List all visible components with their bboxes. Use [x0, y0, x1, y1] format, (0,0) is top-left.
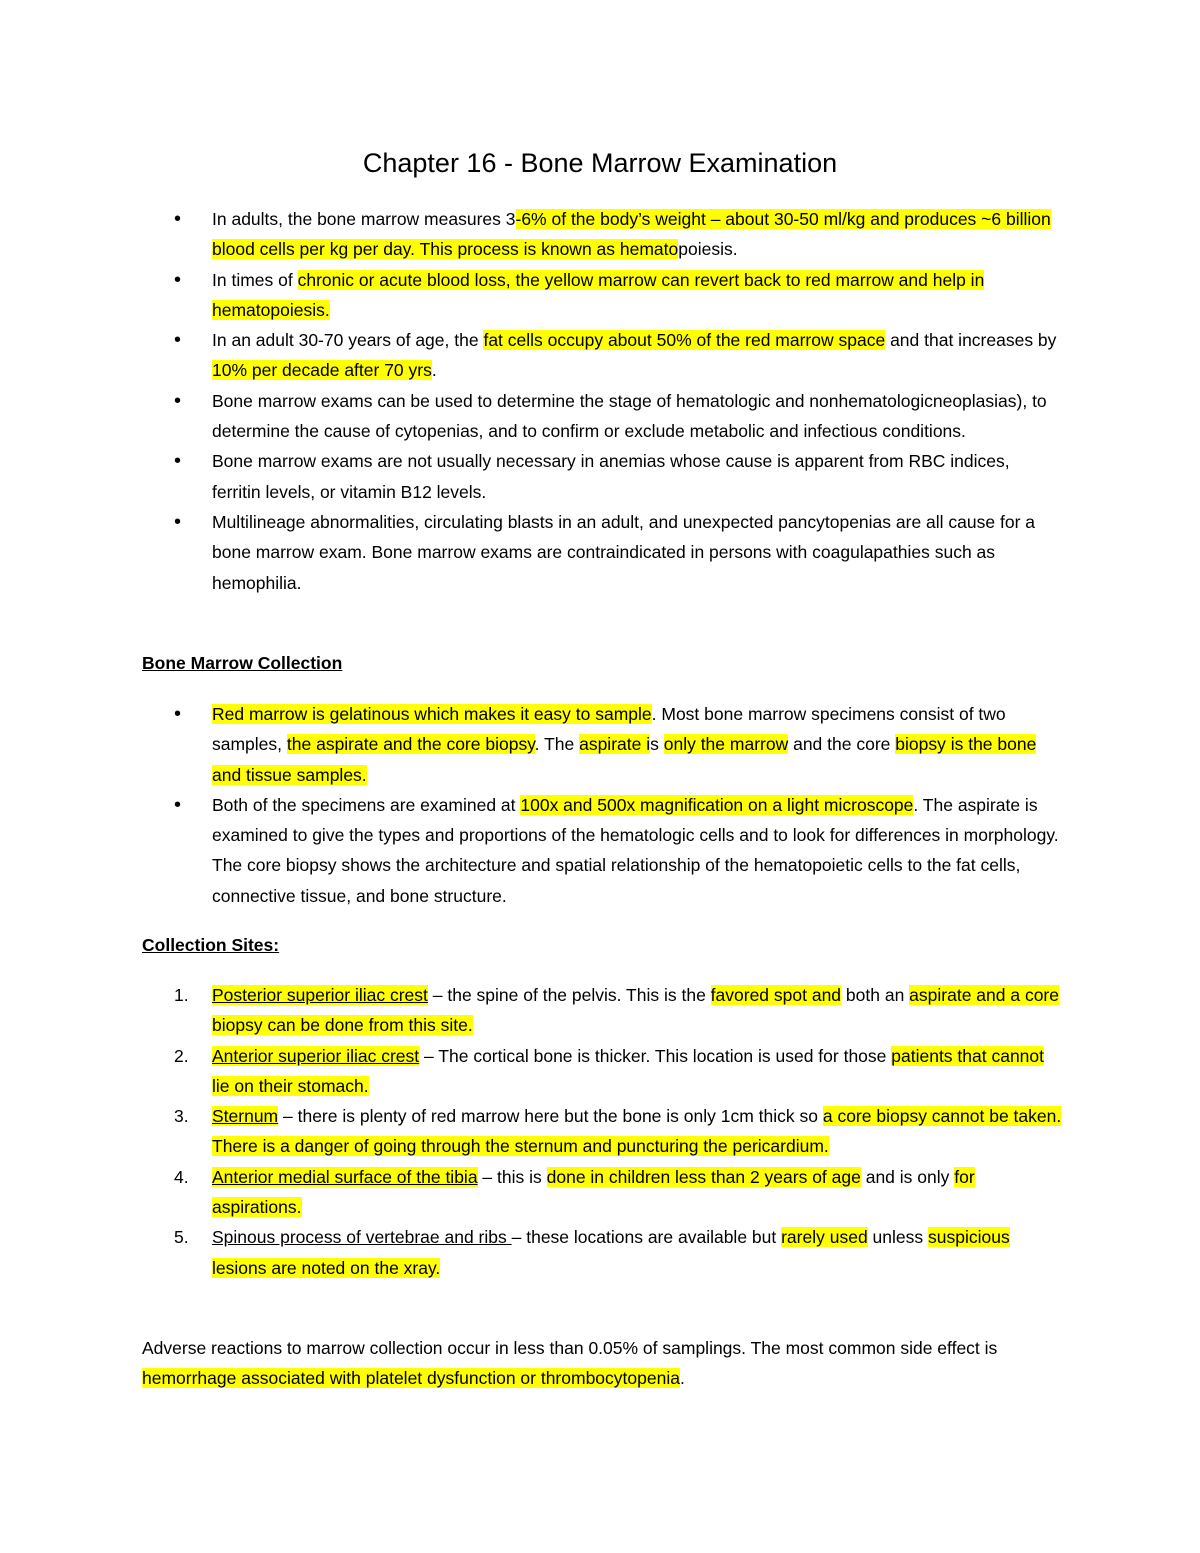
highlighted-text: for aspirations. — [212, 1166, 975, 1218]
collection-bullet-list — [0, 699, 1200, 911]
bullet-icon: • — [174, 510, 182, 533]
bullet-icon: • — [174, 450, 182, 473]
site-item — [0, 1162, 1062, 1223]
collection-heading: Bone Marrow Collection — [142, 653, 343, 673]
text-run: . The — [534, 734, 580, 755]
highlighted-text: 10% per decade after 70 yrs — [212, 360, 432, 381]
bullet-icon: • — [174, 389, 182, 412]
text-run: Adverse reactions to marrow collection occur in less than 0.05% of samplings. The most common side effect is — [142, 1338, 998, 1358]
bullet-item — [0, 699, 1062, 790]
bullet-icon: • — [174, 329, 182, 352]
bullet-item — [0, 507, 1062, 598]
highlighted-text: rarely used — [781, 1227, 868, 1248]
highlighted-text: Red marrow is gelatinous which makes it easy to sample — [212, 704, 652, 724]
highlighted-text: favored spot and — [710, 985, 842, 1005]
bullet-item — [0, 265, 1062, 326]
highlighted-text: done in children less than 2 years of age — [546, 1166, 861, 1187]
highlighted-text: only the marrow — [663, 734, 789, 755]
site-item — [0, 1041, 1062, 1102]
text-run: Multilineage abnormalities, circulating blasts in an adult, and unexpected pancytopenias are all cause for a bone marrow exam. Bone marrow exams are contraindicated in persons with coagulapathies such as hemophilia. — [212, 511, 1035, 593]
text-run: In times of — [212, 269, 298, 290]
text-run: – there is plenty of red marrow here but the bone is only 1cm thick so — [278, 1106, 823, 1127]
highlighted-text: suspicious lesions are noted on the xray. — [212, 1227, 1010, 1278]
text-run: poiesis. — [678, 239, 738, 260]
text-run: Spinous process of vertebrae and ribs — [212, 1227, 512, 1248]
highlighted-text: chronic or acute blood loss, the yellow marrow can revert back to red marrow and help in hematopoiesis. — [212, 269, 985, 320]
page-title: Chapter 16 - Bone Marrow Examination — [362, 148, 838, 178]
highlighted-text: fat cells occupy about 50% of the red marrow space — [483, 330, 886, 351]
list-number: 3. — [174, 1106, 189, 1127]
text-run: Both of the specimens are examined at — [212, 794, 521, 815]
text-run: – the spine of the pelvis. This is the — [427, 985, 711, 1005]
highlighted-text: Sternum — [212, 1106, 279, 1127]
highlighted-text: Anterior superior iliac crest — [212, 1045, 420, 1066]
highlighted-text: Posterior superior iliac crest — [212, 985, 428, 1005]
site-item — [0, 980, 1062, 1041]
text-run: In adults, the bone marrow measures 3 — [212, 209, 516, 229]
highlighted-text: biopsy is the bone and tissue samples. — [212, 734, 1037, 785]
text-run: . — [431, 360, 437, 381]
bullet-icon: • — [174, 268, 182, 291]
text-run: . The aspirate is examined to give the types and proportions of the hematologic cells and to look for differences in morphology. The core biopsy shows the architecture and spatial relationship of the hematopoietic cells to the fat cells, connective tissue, and bone structure. — [212, 794, 1059, 906]
text-run: – this is — [477, 1166, 547, 1187]
collection-sites-list — [0, 980, 1200, 1283]
text-run: – The cortical bone is thicker. This location is used for those — [419, 1045, 892, 1066]
list-number: 2. — [174, 1045, 189, 1066]
text-run: In an adult 30-70 years of age, the — [212, 330, 484, 351]
highlighted-text: patients that cannot lie on their stomach. — [212, 1045, 1045, 1096]
bullet-icon: • — [174, 208, 182, 230]
bullet-item — [0, 386, 1062, 447]
text-run: and is only — [860, 1166, 955, 1187]
list-number: 5. — [174, 1227, 189, 1248]
highlighted-text: the aspirate and the core biopsy — [286, 734, 535, 755]
text-run: and the core — [788, 734, 896, 755]
list-number: 4. — [174, 1166, 189, 1187]
list-number: 1. — [174, 985, 189, 1005]
text-run: and that increases by — [885, 330, 1057, 351]
bullet-item — [0, 204, 1062, 265]
intro-bullet-list — [0, 204, 1200, 598]
text-run: both an — [841, 985, 910, 1005]
text-run: – these locations are available but — [511, 1227, 782, 1248]
bullet-icon: • — [174, 793, 182, 816]
highlighted-text: aspirate i — [579, 734, 651, 755]
highlighted-text: hemorrhage associated with platelet dysfunction or thrombocytopenia — [142, 1368, 680, 1389]
text-run: s — [650, 734, 664, 755]
highlighted-text: aspirate and a core biopsy can be done from this site. — [212, 985, 1059, 1036]
highlighted-text: a core biopsy cannot be taken. There is a danger of going through the sternum and puncturing the pericardium. — [212, 1106, 1062, 1157]
highlighted-text: Anterior medial surface of the tibia — [212, 1166, 478, 1187]
site-item — [0, 1101, 1062, 1162]
highlighted-text: -6% of the body’s weight – about 30-50 ml/kg and produces ~6 billion blood cells per kg per day. This process is known as hemato — [212, 209, 1051, 260]
sites-heading: Collection Sites: — [142, 935, 280, 955]
text-run: Bone marrow exams are not usually necessary in anemias whose cause is apparent from RBC indices, ferritin levels, or vitamin B12 levels. — [212, 451, 1010, 502]
bullet-item — [0, 446, 1062, 507]
highlighted-text: 100x and 500x magnification on a light microscope — [520, 794, 914, 815]
closing-paragraph — [142, 1333, 1062, 1394]
bullet-item — [0, 325, 1062, 386]
bullet-icon: • — [174, 703, 182, 725]
text-run: . Most bone marrow specimens consist of two samples, — [212, 704, 1006, 755]
bullet-item — [0, 790, 1062, 911]
text-run: unless — [867, 1227, 928, 1248]
site-item — [0, 1222, 1062, 1283]
text-run: . — [679, 1368, 685, 1389]
text-run: Bone marrow exams can be used to determine the stage of hematologic and nonhematologicneoplasias), to determine the cause of cytopenias, and to confirm or exclude metabolic and infectious conditions. — [212, 390, 1047, 442]
